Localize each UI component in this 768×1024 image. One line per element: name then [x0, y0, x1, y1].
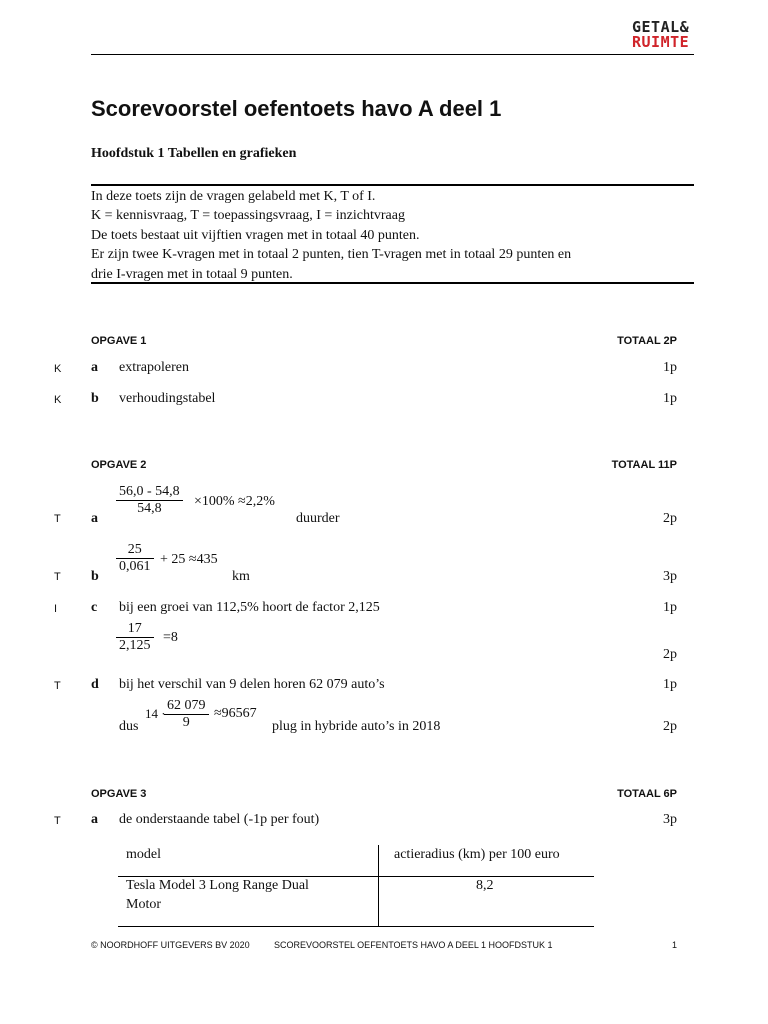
fraction [116, 542, 154, 575]
formula-tail: ×100% ≈2,2% [194, 494, 275, 509]
answer-text: duurder [296, 511, 340, 526]
points: 1p [663, 391, 677, 406]
question-type: T [54, 571, 61, 583]
opgave-1-heading: OPGAVE 1 [91, 335, 147, 347]
answer-text: extrapoleren [119, 360, 189, 375]
intro-bottom-rule [91, 282, 694, 284]
answer-text: verhoudingstabel [119, 391, 216, 406]
getal-ruimte-logo [632, 20, 712, 50]
footer-copyright: © NOORDHOFF UITGEVERS BV 2020 [91, 940, 250, 950]
question-type: T [54, 680, 61, 692]
question-type: T [54, 815, 61, 827]
opgave-3-total: TOTAAL 6P [617, 788, 677, 800]
chapter-subtitle: Hoofdstuk 1 Tabellen en grafieken [91, 146, 297, 161]
answer-text: plug in hybride auto’s in 2018 [272, 719, 441, 734]
formula-tail: ≈96567 [214, 706, 257, 721]
fraction-numerator: 25 [127, 542, 142, 557]
table-row-divider [118, 876, 594, 877]
page-title: Scorevoorstel oefentoets havo A deel 1 [91, 96, 502, 121]
answer-text: de onderstaande tabel (-1p per fout) [119, 812, 320, 827]
fraction-numerator: 56,0 - 54,8 [119, 484, 180, 499]
question-type: I [54, 603, 58, 615]
opgave-2-total: TOTAAL 11P [611, 459, 677, 471]
question-letter: a [91, 812, 98, 827]
question-letter: d [91, 677, 99, 692]
fraction-denominator: 0,061 [116, 558, 154, 575]
table-cell-model: Tesla Model 3 Long Range Dual [126, 878, 309, 893]
fraction [164, 698, 209, 731]
table-bottom-rule [118, 926, 594, 927]
footer-document-title: SCOREVOORSTEL OEFENTOETS HAVO A DEEL 1 HOOFDSTUK 1 [274, 940, 553, 950]
answer-text: bij het verschil van 9 delen horen 62 079 auto’s [119, 677, 385, 692]
table-header-model: model [126, 847, 161, 862]
question-type: K [54, 363, 62, 375]
answer-text: km [232, 569, 250, 584]
points: 1p [663, 600, 677, 615]
question-letter: b [91, 391, 99, 406]
fraction-numerator: 17 [127, 621, 142, 636]
fraction-denominator: 2,125 [116, 637, 154, 654]
table-column-divider [378, 845, 379, 926]
points: 2p [663, 511, 677, 526]
intro-line: In deze toets zijn de vragen gelabeld met K, T of I. [91, 189, 376, 204]
intro-top-rule [91, 184, 694, 186]
question-letter: c [91, 600, 98, 615]
answer-text: bij een groei van 112,5% hoort de factor 2,125 [119, 600, 380, 615]
opgave-1-total: TOTAAL 2P [617, 335, 677, 347]
opgave-2-heading: OPGAVE 2 [91, 459, 147, 471]
question-type: K [54, 394, 62, 406]
intro-line: De toets bestaat uit vijftien vragen met in totaal 40 punten. [91, 227, 420, 243]
points: 1p [663, 677, 677, 692]
intro-box [91, 187, 571, 284]
table-cell-range: 8,2 [476, 878, 494, 893]
logo-line-1: GETAL& [632, 18, 690, 36]
points: 2p [663, 647, 677, 662]
logo-line-2: RUIMTE [632, 33, 690, 51]
fraction-denominator: 9 [164, 714, 209, 731]
answer-text: dus [119, 719, 139, 734]
points: 1p [663, 360, 677, 375]
intro-line: Er zijn twee K-vragen met in totaal 2 punten, tien T-vragen met in totaal 29 punten en [91, 247, 572, 263]
fraction-numerator: 62 079 [167, 698, 206, 713]
fraction [116, 621, 154, 654]
question-letter: b [91, 569, 99, 584]
table-cell-model-cont: Motor [126, 897, 161, 912]
points: 2p [663, 719, 677, 734]
formula-tail: =8 [163, 630, 178, 645]
formula-multiplier: 14 · [145, 706, 166, 721]
footer-page-number: 1 [671, 940, 677, 950]
header-rule [91, 54, 694, 55]
opgave-3-heading: OPGAVE 3 [91, 788, 147, 800]
fraction-denominator: 54,8 [116, 500, 183, 517]
intro-line: K = kennisvraag, T = toepassingsvraag, I = inzichtvraag [91, 208, 405, 224]
points: 3p [663, 569, 677, 584]
points: 3p [663, 812, 677, 827]
intro-line: drie I-vragen met in totaal 9 punten. [91, 266, 293, 282]
question-letter: a [91, 511, 98, 526]
question-type: T [54, 513, 61, 525]
fraction [116, 484, 183, 517]
table-header-range: actieradius (km) per 100 euro [394, 847, 560, 862]
formula-tail: + 25 ≈435 [160, 552, 218, 567]
question-letter: a [91, 360, 98, 375]
